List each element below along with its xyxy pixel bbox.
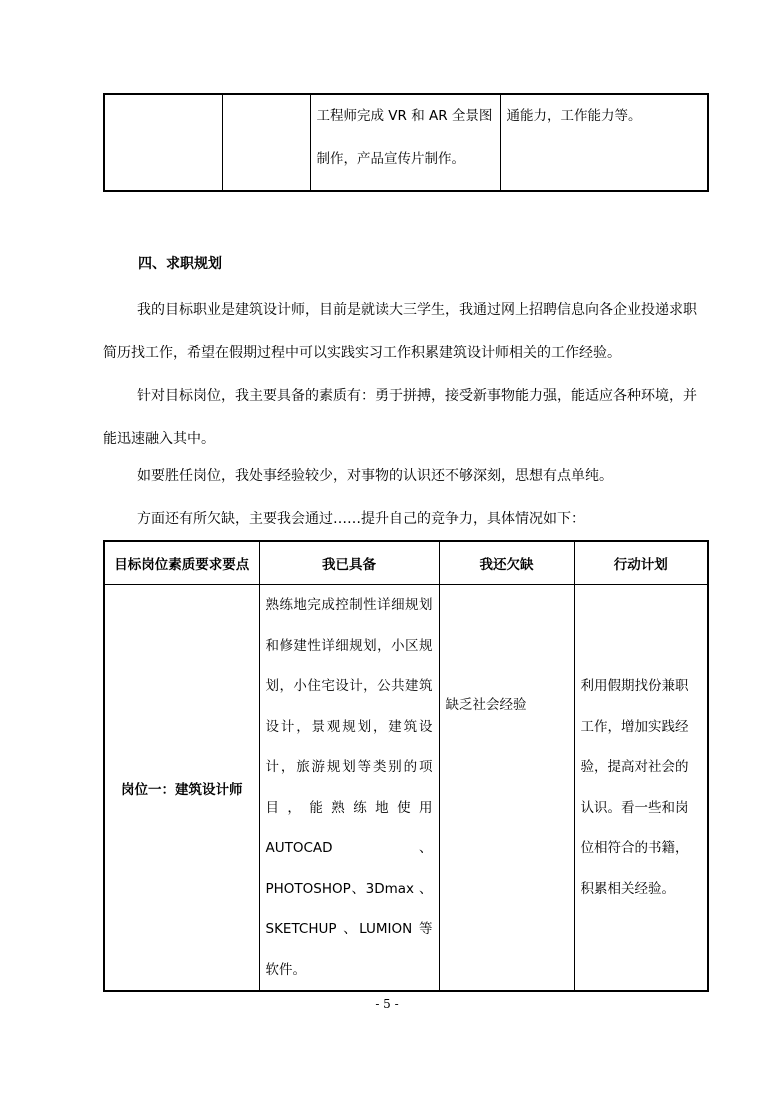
cell-text: 通能力，工作能力等。	[506, 108, 642, 124]
have-cell: 熟练地完成控制性详细规划和修建性详细规划，小区规划，小住宅设计，公共建筑设计，景观规划，建筑设计，旅游规划等类别的项目，能熟练地使用AUTOCAD、PHOTOSHOP、3Dmax 、SKETCHUP 、LUMION 等软件。	[259, 585, 439, 992]
plan-cell: 利用假期找份兼职工作，增加实践经验，提高对社会的认识。看一些和岗位相符合的书籍，积累相关经验。	[574, 585, 708, 992]
table-cell	[500, 94, 708, 191]
table-cell	[222, 94, 310, 191]
section-heading: 四、求职规划	[138, 256, 222, 272]
header-cell: 行动计划	[574, 541, 708, 585]
table-cell	[310, 94, 500, 191]
continued-table	[103, 93, 709, 192]
paragraph-3: 如要胜任岗位，我处事经验较少，对事物的认识还不够深刻，思想有点单纯。	[137, 468, 613, 484]
page-number: - 5 -	[375, 997, 399, 1011]
table-row	[104, 585, 708, 992]
position-cell: 岗位一：建筑设计师	[104, 585, 259, 992]
paragraph-2: 针对目标岗位，我主要具备的素质有：勇于拼搏，接受新事物能力强，能适应各种环境，并能迅速融入其中。	[103, 388, 697, 447]
lack-cell: 缺乏社会经验	[439, 585, 574, 992]
cell-text: 制作，产品宣传片制作。	[316, 151, 465, 167]
paragraph-4: 方面还有所欠缺，主要我会通过……提升自己的竞争力，具体情况如下：	[137, 511, 585, 527]
table-row	[104, 94, 708, 191]
header-cell: 我已具备	[259, 541, 439, 585]
paragraph-1: 我的目标职业是建筑设计师，目前是就读大三学生，我通过网上招聘信息向各企业投递求职简历找工作，希望在假期过程中可以实践实习工作积累建筑设计师相关的工作经验。	[103, 302, 697, 361]
header-cell: 目标岗位素质要求要点	[104, 541, 259, 585]
table-header-row	[104, 541, 708, 585]
header-cell: 我还欠缺	[439, 541, 574, 585]
table-cell	[104, 94, 222, 191]
career-plan-table	[103, 540, 709, 992]
cell-text: 工程师完成 VR 和 AR 全景图	[316, 108, 493, 124]
